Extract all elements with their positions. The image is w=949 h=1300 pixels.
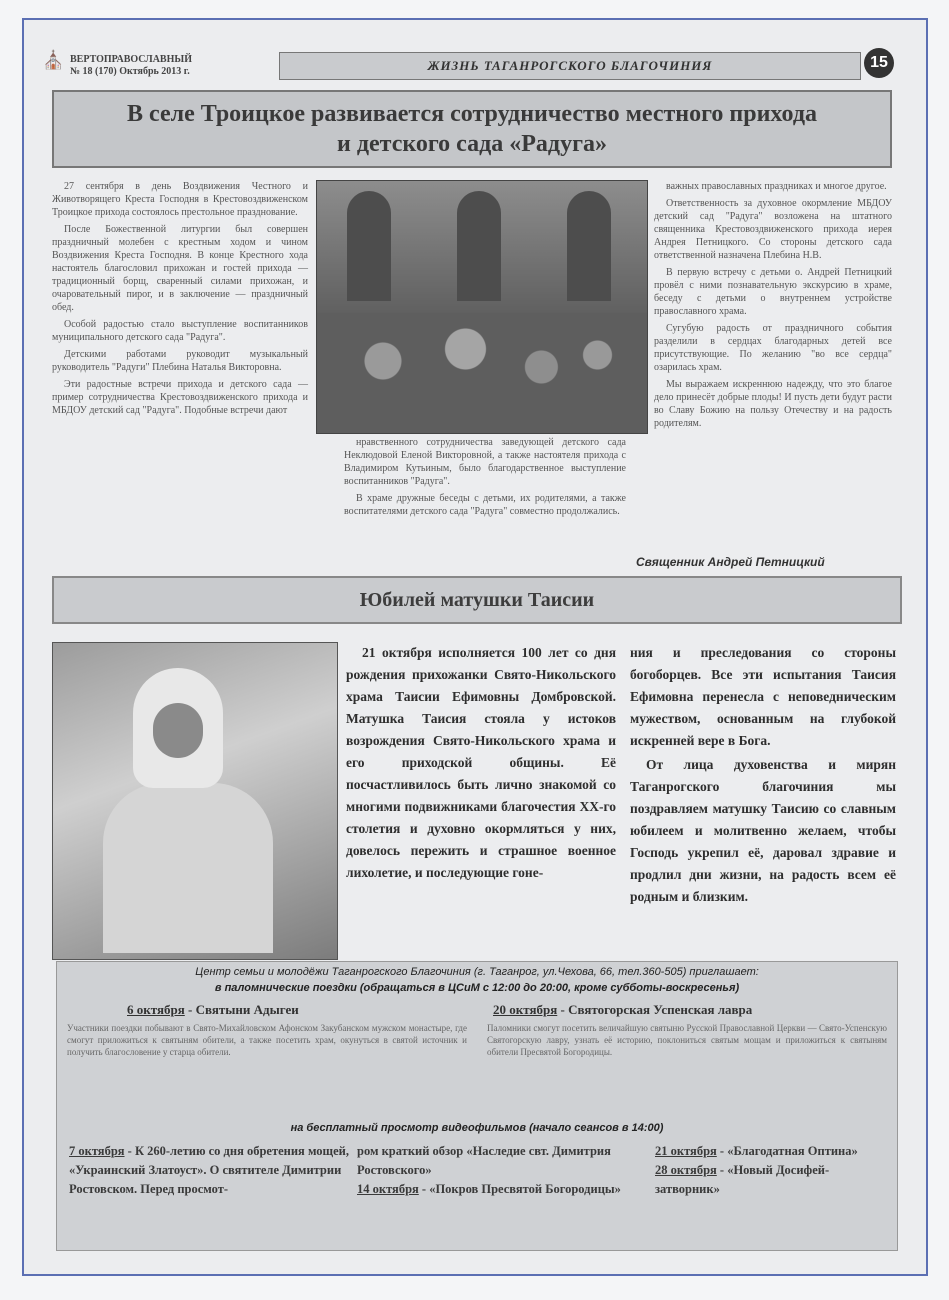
article1-paragraph: После Божественной литургии был совершен праздничный молебен с крестным ходом и чином Воздвижения Креста Господня. В конце Крестного хода настоятель благословил прихожан и гостей прихода — традиционный борщ, сваренный силами прихожан, и очаровательный пирог, и в заключение — праздничный обед. [52, 224, 308, 313]
article1-paragraph: 27 сентября в день Воздвижения Честного и Животворящего Креста Господня в Крестовоздвиженском Троицкое прихода состоялось престольное празднование. [52, 181, 308, 218]
article1-headline-box [52, 90, 892, 168]
film4-5 [655, 1142, 891, 1199]
page-number: 15 [864, 48, 894, 78]
article1-paragraph: В первую встречу с детьми о. Андрей Петницкий провёл с ними познавательную экскурсию в храме, беседу с детьми о внутреннем устройстве православного храма. [654, 267, 892, 317]
article1-signature: Священник Андрей Петницкий [636, 555, 825, 569]
article1-column-3 [654, 180, 892, 434]
trip1-description: Участники поездки побывают в Свято-Михайловском Афонском Закубанском мужском монастыре, где смогут приложиться к святыням обители, а также посетить храм, окунуться в святой источник и получить благословение у старца обители. [67, 1023, 467, 1057]
article1-paragraph: Мы выражаем искреннюю надежду, что это благое дело принесёт добрые плоды! И пусть дети будут расти во Славу Божию на пользу Отечеству и на радость родителям. [654, 379, 892, 429]
film3-date: 14 октября [357, 1182, 419, 1196]
film1-text: - К 260-летию со дня обретения мощей, «Украинский Златоуст». О святителе Димитрии Ростовском. Перед просмот- [69, 1144, 349, 1196]
article2-column-1 [346, 642, 616, 886]
article1-paragraph: Эти радостные встречи прихода и детского сада — пример сотрудничества Крестовоздвиженского прихода и МБДОУ детский сад "Радуга". Подобные встречи дают [52, 379, 308, 416]
article2-title: Юбилей матушки Таисии [52, 576, 902, 624]
trip2-title [493, 1002, 752, 1018]
church-icon: ⛪ [42, 50, 65, 70]
newspaper-name: ВЕРТОПРАВОСЛАВНЫЙ [70, 54, 192, 65]
films-header: на бесплатный просмотр видеофильмов (начало сеансов в 14:00) [290, 1122, 664, 1134]
film2-text: ром краткий обзор «Наследие свт. Димитрия Ростовского» [357, 1144, 611, 1177]
trip1-place: - Святыни Адыгеи [188, 1002, 299, 1017]
article1-paragraph: важных православных праздниках и многое другое. [666, 181, 887, 192]
article1-paragraph: В храме дружные беседы с детьми, их родителями, а также воспитателями детского сада "Радуга" совместно продолжались. [344, 493, 626, 517]
film4-text: - «Благодатная Оптина» [719, 1144, 858, 1158]
film5-date: 28 октября [655, 1163, 717, 1177]
article1-paragraph: Особой радостью стало выступление воспитанников муниципального детского сада "Радуга". [52, 319, 308, 343]
photo-arch [347, 191, 391, 301]
article1-column-1 [52, 180, 308, 421]
article1-headline: В селе Троицкое развивается сотрудничество местного прихода и детского сада «Радуга» [127, 101, 817, 157]
trip1-date: 6 октября [127, 1002, 185, 1017]
film3-text: - «Покров Пресвятой Богородицы» [421, 1182, 621, 1196]
photo-arch [457, 191, 501, 301]
article2-paragraph: 21 октября исполняется 100 лет со дня рождения прихожанки Свято-Никольского храма Таисии Ефимовны Домбровской. Матушка Таисия стояла у истоков возрождения Свято-Никольского храма и его приходской общины. Её посчастливилось быть лично знакомой со многими подвижниками благочестия ХХ-го столетия и духовно окормляться у них, довелось пережить и страшное военное лихолетие, и последующие гоне- [346, 645, 616, 880]
trip1-title [127, 1002, 299, 1018]
article2-column-2 [630, 642, 896, 910]
events-header: Центр семьи и молодёжи Таганрогского Благочиния (г. Таганрог, ул.Чехова, 66, тел.360-505) приглашает: [195, 966, 759, 978]
film5-text: - «Новый Досифей-затворник» [655, 1163, 830, 1196]
trips-header: в паломнические поездки (обращаться в ЦСиМ с 12:00 до 20:00, кроме субботы-воскресенья) [214, 982, 740, 994]
photo-face [153, 703, 203, 758]
photo-crowd [317, 313, 647, 433]
article1-column-2 [344, 436, 626, 522]
masthead-left [42, 50, 268, 78]
film1 [69, 1142, 349, 1199]
article1-paragraph: Сугубую радость от праздничного события разделили в сердцах благодарных детей все присутствующие. По желанию "во все сердца" озарилась храм. [654, 323, 892, 373]
article2-paragraph: ния и преследования со стороны богоборцев. Все эти испытания Таисия Ефимовна перенесла с неповедническим мужеством, основанным на глубокой искренней вере в Бога. [630, 645, 896, 748]
film1-date: 7 октября [69, 1144, 125, 1158]
church-children-photo [316, 180, 648, 434]
trip2-date: 20 октября [493, 1002, 558, 1017]
article2-paragraph: От лица духовенства и мирян Таганрогского благочиния мы поздравляем матушку Таисию со славным юбилеем и молитвенно желаем, чтобы Господь укрепил её, даровал здравие и продлил дни жизни, на радость всем её родным и близким. [630, 757, 896, 904]
film2-3 [357, 1142, 647, 1199]
events-box [56, 961, 898, 1251]
matushka-portrait-photo [52, 642, 338, 960]
article1-paragraph: Детскими работами руководит музыкальный руководитель "Радуги" Плебина Наталья Викторовна. [52, 349, 308, 373]
section-title: ЖИЗНЬ ТАГАНРОГСКОГО БЛАГОЧИНИЯ [279, 52, 861, 80]
film4-date: 21 октября [655, 1144, 717, 1158]
newspaper-page [22, 18, 928, 1276]
trip2-place: - Святогорская Успенская лавра [560, 1002, 753, 1017]
photo-figure-body [103, 783, 273, 953]
trip2-description: Паломники смогут посетить величайшую святыню Русской Православной Церкви — Свято-Успенскую Святогорскую лавру, узнать её историю, поклониться святым мощам и приложиться к святыням обители Пресвятой Богородицы. [487, 1023, 887, 1057]
issue-info: № 18 (170) Октябрь 2013 г. [70, 66, 190, 77]
page-inner [34, 28, 916, 1262]
article1-paragraph: Ответственность за духовное окормление МБДОУ детский сад "Радуга" возложена на штатного священника Крестовоздвиженского прихода иерея Андрея Петницкого. Со стороны детского сада ответственной назначена Плебина Н.В. [654, 198, 892, 261]
article1-paragraph: нравственного сотрудничества заведующей детского сада Неклюдовой Еленой Викторовной, а также настоятеля прихода с Владимиром Кутьиным, было благодарственное выступление воспитанников "Радуга". [344, 437, 626, 487]
photo-arch [567, 191, 611, 301]
